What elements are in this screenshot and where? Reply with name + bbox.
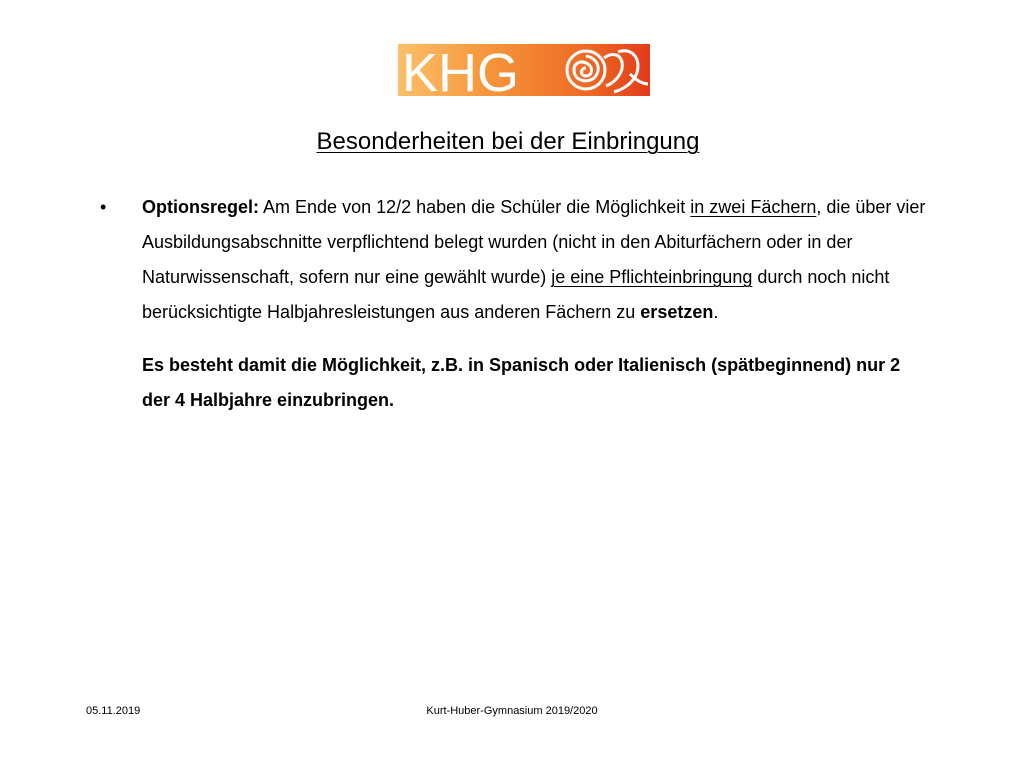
bullet-item xyxy=(100,190,930,418)
underlined-phrase-pflichteinbringung: je eine Pflichteinbringung xyxy=(551,267,753,287)
text-segment: durch noch nicht berücksichtigte Halbjahresleistungen aus anderen Fächern zu xyxy=(142,267,890,322)
text-segment: , die über vier Ausbildungsabschnitte verpflichtend belegt wurden (nicht in den Abiturfächern oder in der Naturwissenschaft, sofern nur eine gewählt wurde) xyxy=(142,197,926,287)
logo-text: KHG xyxy=(402,44,520,96)
bold-word-ersetzen: ersetzen xyxy=(640,302,714,322)
bullet-icon: • xyxy=(100,197,107,217)
text-segment: Am Ende von 12/2 haben die Schüler die Möglichkeit xyxy=(259,197,691,217)
optionsregel-label: Optionsregel: xyxy=(142,197,260,217)
footer-date: 05.11.2019 xyxy=(86,705,141,717)
slide-title: Besonderheiten bei der Einbringung xyxy=(316,128,700,155)
example-paragraph: Es besteht damit die Möglichkeit, z.B. in Spanisch oder Italienisch (spätbeginnend) nur 2 der 4 Halbjahre einzubringen. xyxy=(142,355,901,410)
text-segment: . xyxy=(713,302,719,322)
footer-organization: Kurt-Huber-Gymnasium 2019/2020 xyxy=(426,705,598,717)
optionsregel-paragraph xyxy=(142,190,930,330)
khg-logo-graphic xyxy=(398,44,650,96)
school-logo xyxy=(398,44,650,96)
slide-body xyxy=(100,190,930,436)
underlined-phrase-faechern: in zwei Fächern xyxy=(690,197,817,217)
